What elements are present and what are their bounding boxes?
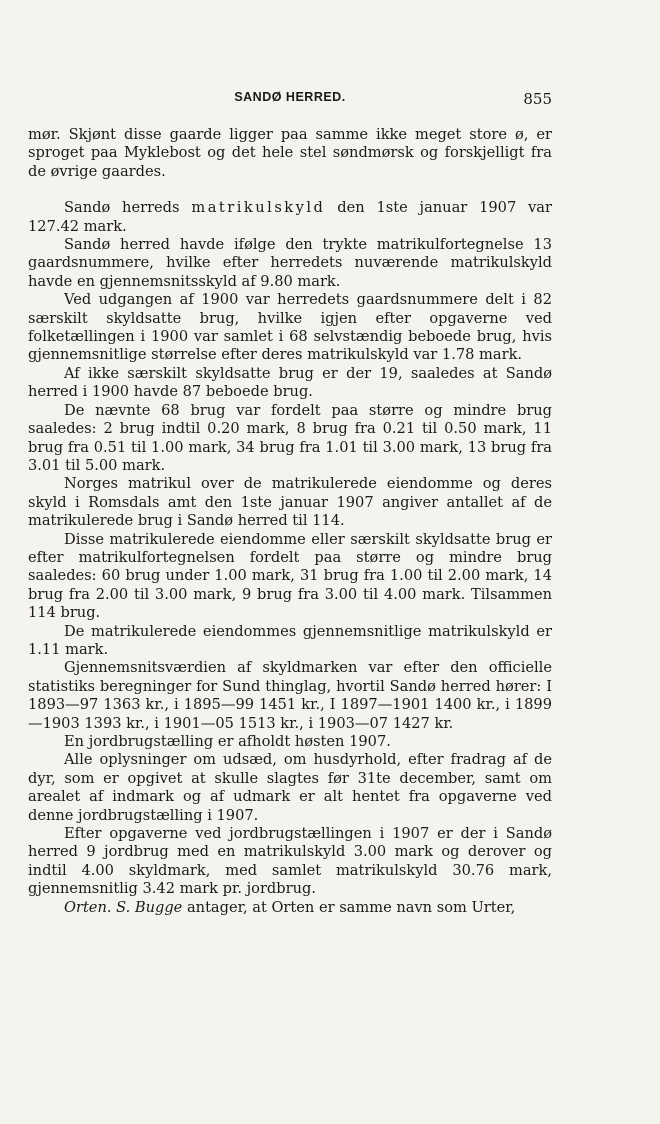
- spaced-term: matrikulskyld: [191, 199, 326, 217]
- paragraph-5: Af ikke særskilt skyldsatte brug er der 19, saaledes at Sandø herred i 1900 havde 87 beboede brug.: [28, 364, 552, 401]
- paragraph-7: Norges matrikul over de matrikulerede eiendomme og deres skyld i Romsdals amt den 1ste januar 1907 angiver antallet af de matrikulerede brug i Sandø herred til 114.: [28, 475, 552, 530]
- paragraph-2-end: den 1ste januar 1907 var 127.42 mark.: [28, 199, 552, 235]
- page-number: 855: [523, 90, 552, 108]
- paragraph-13: Efter opgaverne ved jordbrugstællingen i 1907 er der i Sandø herred 9 jordbrug med en matrikulskyld 3.00 mark og derover og indtil 4.00 skyldmark, med samlet matrikulskyld 30.76 mark, gjennemsnitlig 3.42 mark pr. jordbrug.: [28, 825, 552, 898]
- author-name: S. Bugge: [116, 898, 183, 916]
- paragraph-11: En jordbrugstælling er afholdt høsten 1907.: [64, 733, 391, 750]
- paragraph-14: [28, 899, 552, 917]
- body-text: [28, 126, 552, 917]
- paragraph-2: [28, 199, 552, 236]
- paragraph-4: Ved udgangen af 1900 var herredets gaardsnummere delt i 82 særskilt skyldsatte brug, hvilke igjen efter opgaverne ved folketællingen i 1900 var samlet i 68 selvstændig beboede brug, hvis gjennemsnitlige størrelse efter deres matrikulskyld var 1.78 mark.: [28, 291, 552, 364]
- place-name: Orten.: [64, 898, 112, 916]
- paragraph-1: mør. Skjønt disse gaarde ligger paa samme ikke meget store ø, er sproget paa Myklebost og det hele stel søndmørsk og forskjelligt fra de øvrige gaardes.: [28, 126, 552, 180]
- paragraph-14-text: antager, at Orten er samme navn som Urter,: [182, 898, 516, 916]
- paragraph-10: Gjennemsnitsværdien af skyldmarken var efter den officielle statistiks beregninger for Sund thinglag, hvortil Sandø herred hører: I 1893—97 1363 kr., i 1895—99 1451 kr., I 1897—1901 1400 kr., i 1899—1903 1393 kr., i 1901—05 1513 kr., i 1903—07 1427 kr.: [28, 659, 552, 732]
- paragraph-12: Alle oplysninger om udsæd, om husdyrhold, efter fradrag af de dyr, som er opgivet at skulle slagtes før 31te december, samt om arealet af indmark og af udmark er alt hentet fra opgaverne ved denne jordbrugstælling i 1907.: [28, 751, 552, 824]
- paragraph-9: De matrikulerede eiendommes gjennemsnitlige matrikulskyld er 1.11 mark.: [28, 622, 552, 658]
- paragraph-6: De nævnte 68 brug var fordelt paa større og mindre brug saaledes: 2 brug indtil 0.20 mark, 8 brug fra 0.21 til 0.50 mark, 11 brug fra 0.51 til 1.00 mark, 34 brug fra 1.01 til 3.00 mark, 13 brug fra 3.01 til 5.00 mark.: [28, 401, 552, 474]
- paragraph-2-start: Sandø herreds: [64, 199, 192, 217]
- paragraph-3: Sandø herred havde ifølge den trykte matrikulfortegnelse 13 gaardsnummere, hvilke efter herredets nuværende matrikulskyld havde en gjennemsnitsskyld af 9.80 mark.: [28, 236, 552, 290]
- paragraph-8: Disse matrikulerede eiendomme eller særskilt skyldsatte brug er efter matrikulfortegnelsen fordelt paa større og mindre brug saaledes: 60 brug under 1.00 mark, 31 brug fra 1.00 til 2.00 mark, 14 brug fra 2.00 til 3.00 mark, 9 brug fra 3.00 til 4.00 mark. Tilsammen 114 brug.: [28, 530, 552, 622]
- running-title: SANDØ HERRED.: [234, 90, 346, 104]
- page-header: [28, 90, 552, 110]
